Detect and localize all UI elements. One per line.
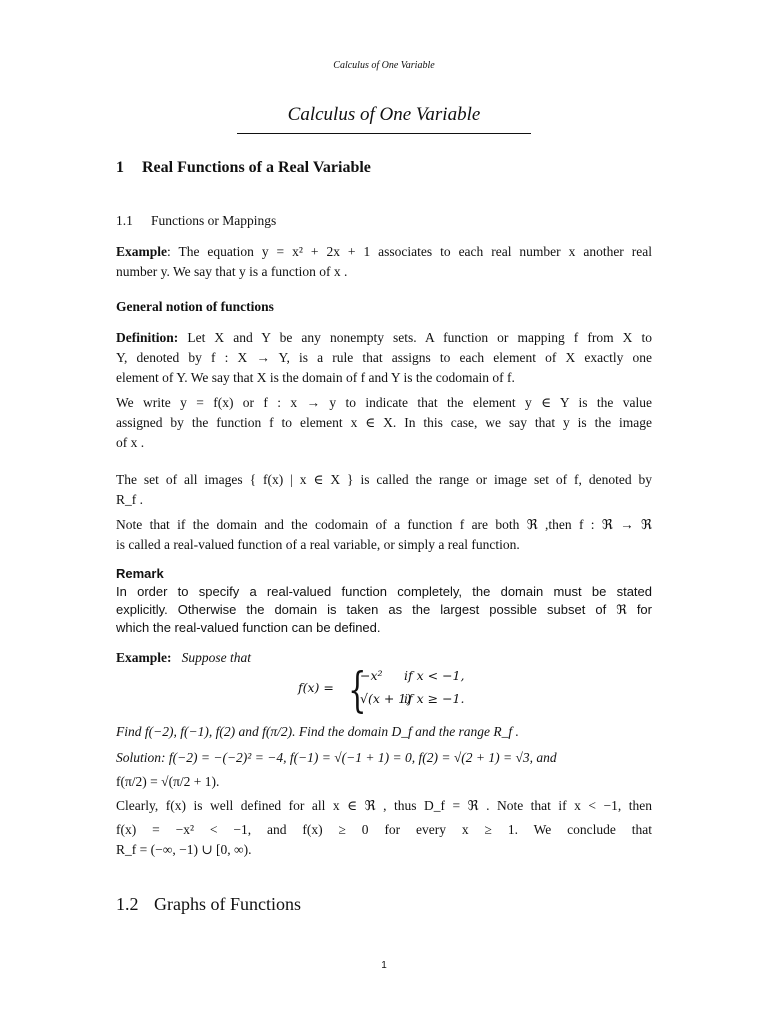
section-title: Graphs of Functions [154, 894, 301, 914]
document-title: Calculus of One Variable [287, 104, 481, 125]
example-1-line-2: number y. We say that y is a function of x . [116, 264, 348, 279]
remark-line-2: explicitly. Otherwise the domain is taken as the largest possible subset of ℜ for [116, 602, 652, 617]
case-2-condition: if x ≥ −1. [404, 691, 465, 706]
definition-line-2: Y, denoted by f : X → Y, is a rule that assigns to each element of X exactly one [116, 350, 652, 365]
example-2-text: Suppose that [181, 650, 251, 665]
subsection-title: Functions or Mappings [151, 213, 277, 228]
note-line-1: Note that if the domain and the codomain of a function f are both ℜ ,then f : ℜ → ℜ [116, 517, 652, 532]
clearly-paragraph [116, 796, 652, 860]
left-brace: { [348, 662, 367, 718]
clearly-line-2: f(x) = −x² < −1, and f(x) ≥ 0 for every x ≥ 1. We conclude that [116, 822, 652, 837]
example-label: Example [116, 244, 168, 259]
range-paragraph [116, 470, 652, 510]
example-2-intro [116, 648, 652, 668]
we-write-line-2: assigned by the function f to element x ∈ X. In this case, we say that y is the image [116, 415, 652, 430]
running-header: Calculus of One Variable [333, 60, 435, 71]
case-1-expression: −x² [360, 668, 383, 683]
piecewise-case-2 [360, 691, 465, 706]
piecewise-function [298, 662, 498, 718]
definition-line-1: Definition: Let X and Y be any nonempty sets. A function or mapping f from X to [116, 330, 652, 345]
note-line-2: is called a real-valued function of a real variable, or simply a real function. [116, 537, 520, 552]
range-line-2: R_f . [116, 492, 143, 507]
we-write-line-3: of x . [116, 435, 145, 450]
remark-line-1: In order to specify a real-valued function completely, the domain must be stated [116, 584, 652, 599]
example-1-paragraph [116, 242, 652, 282]
definition-paragraph [116, 328, 652, 388]
section-1-2-heading [116, 894, 652, 914]
definition-line-3: element of Y. We say that X is the domain of f and Y is the codomain of f. [116, 370, 515, 385]
remark-paragraph [116, 565, 652, 637]
case-1-condition: if x < −1, [404, 668, 465, 683]
remark-label: Remark [116, 566, 164, 581]
page-number: 1 [381, 960, 387, 971]
solution-line-1: Solution: f(−2) = −(−2)² = −4, f(−1) = √(−1 + 1) = 0, f(2) = √(2 + 1) = √3, and [116, 750, 557, 765]
note-paragraph [116, 515, 652, 555]
definition-label: Definition: [116, 330, 179, 345]
piecewise-case-1 [360, 668, 465, 683]
piecewise-lhs: f(x) = [298, 680, 334, 695]
example-2-label: Example: [116, 650, 172, 665]
section-title: Real Functions of a Real Variable [142, 159, 371, 176]
example-1-line-1: Example: The equation y = x² + 2x + 1 associates to each real number x another real [116, 244, 652, 259]
title-underline [237, 133, 531, 134]
remark-line-3: which the real-valued function can be defined. [116, 620, 381, 635]
clearly-line-1: Clearly, f(x) is well defined for all x ∈ ℜ , thus D_f = ℜ . Note that if x < −1, then [116, 798, 652, 813]
range-line-1: The set of all images { f(x) | x ∈ X } is called the range or image set of f, denoted by [116, 472, 652, 487]
we-write-line-1: We write y = f(x) or f : x → y to indicate that the element y ∈ Y is the value [116, 395, 652, 410]
clearly-line-3: R_f = (−∞, −1) ∪ [0, ∞). [116, 842, 252, 857]
general-notion-heading: General notion of functions [116, 299, 274, 314]
subsection-number: 1.1 [116, 213, 133, 228]
case-2-expression: √(x + 1) [360, 691, 412, 706]
we-write-paragraph [116, 393, 652, 453]
solution-line-2: f(π/2) = √(π/2 + 1). [116, 774, 220, 789]
solution-paragraph [116, 748, 652, 792]
section-1-heading [116, 158, 652, 178]
section-number: 1 [116, 159, 124, 176]
find-statement: Find f(−2), f(−1), f(2) and f(π/2). Find the domain D_f and the range R_f . [116, 724, 519, 739]
subsection-1-1-heading [116, 211, 652, 231]
section-number: 1.2 [116, 894, 139, 914]
